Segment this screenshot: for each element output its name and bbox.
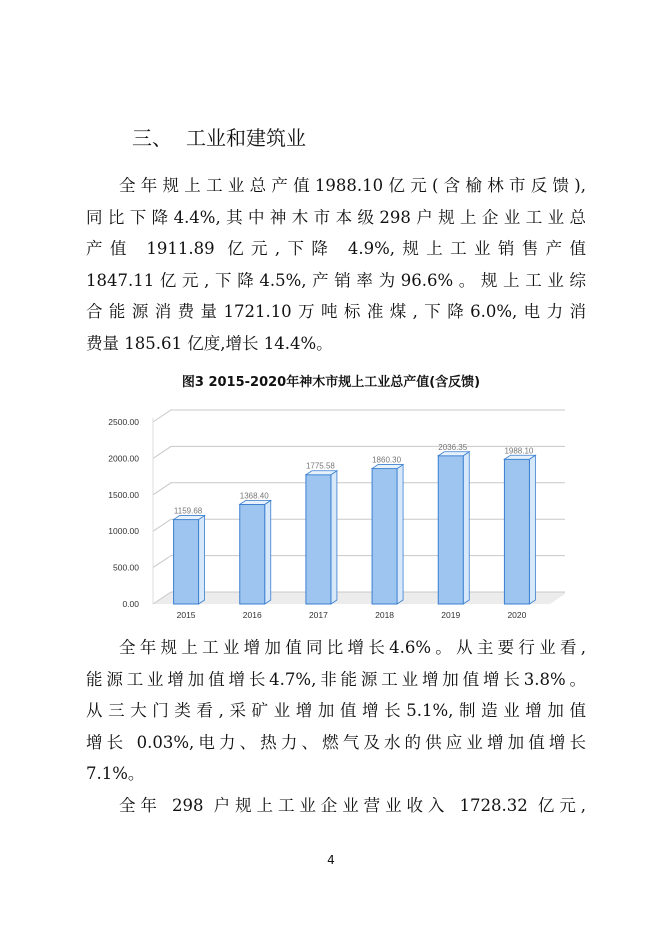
y-tick-label: 2500.00 — [108, 417, 139, 427]
chart-gridline — [153, 483, 565, 495]
bar-top — [174, 516, 205, 520]
chart-bar-2015 — [174, 516, 205, 604]
chart-bars — [174, 443, 536, 604]
bar — [372, 469, 397, 604]
chart-x-axis — [177, 610, 527, 620]
paragraph-value-added — [86, 632, 586, 790]
data-label: 1368.40 — [239, 491, 269, 501]
paragraph-industrial-output — [86, 170, 586, 359]
bar — [174, 520, 199, 604]
chart-y-axis — [108, 417, 139, 609]
paragraph-line: 全年规上工业总产值1988.10亿元(含榆林市反馈), — [119, 176, 586, 195]
chart-bar-2018 — [372, 465, 403, 604]
x-tick-label: 2017 — [308, 610, 328, 620]
output-bar-chart — [95, 400, 565, 625]
paragraph-line: 同比下降4.4%,其中神木市本级298户规上企业工业总 — [86, 207, 586, 227]
data-label: 1860.30 — [372, 455, 402, 465]
x-tick-label: 2016 — [242, 610, 262, 620]
x-tick-label: 2015 — [176, 610, 196, 620]
bar — [438, 456, 463, 604]
data-label: 1159.68 — [173, 506, 203, 516]
paragraph-revenue — [86, 790, 586, 822]
bar-side — [463, 452, 469, 604]
bar — [240, 504, 265, 604]
paragraph-line: 1847.11亿元,下降4.5%,产销率为96.6%。规上工业综 — [86, 270, 586, 290]
page-number: 4 — [327, 853, 335, 867]
paragraph-line: 产值 1911.89 亿元,下降 4.9%,规上工业销售产值 — [86, 239, 586, 258]
chart-gridlines — [153, 410, 565, 604]
section-title: 工业和建筑业 — [186, 126, 306, 150]
chart-title: 图3 2015-2020年神木市规上工业总产值(含反馈) — [181, 375, 481, 390]
paragraph-line: 从三大门类看,采矿业增加值增长5.1%,制造业增加值 — [86, 701, 586, 720]
x-tick-label: 2018 — [375, 610, 395, 620]
chart-gridline — [153, 446, 565, 458]
bar-side — [331, 471, 337, 604]
paragraph-line: 增长 0.03%,电力、热力、燃气及水的供应业增加值增长 — [86, 732, 586, 752]
data-label: 1988.10 — [504, 446, 534, 456]
paragraph-line: 全年 298 户规上工业企业营业收入 1728.32 亿元, — [119, 796, 586, 815]
bar — [504, 459, 529, 604]
paragraph-line: 费量 185.61 亿度,增长 14.4%。 — [86, 333, 333, 353]
bar-side — [265, 500, 271, 604]
bar-top — [504, 455, 535, 459]
bar-top — [306, 471, 337, 475]
paragraph-line: 合能源消费量1721.10万吨标准煤,下降6.0%,电力消 — [86, 302, 586, 321]
y-tick-label: 500.00 — [113, 562, 139, 573]
chart-gridline — [153, 556, 565, 568]
chart-bar-2019 — [438, 452, 469, 604]
bar — [306, 475, 331, 604]
bar-top — [372, 465, 403, 469]
data-label: 1775.58 — [305, 461, 335, 471]
bar-side — [529, 455, 535, 604]
paragraph-line: 全年规上工业增加值同比增长4.6%。从主要行业看, — [119, 638, 586, 657]
bar-side — [397, 465, 403, 604]
section-heading — [132, 122, 306, 151]
chart-floor — [153, 592, 565, 604]
chart-bar-2017 — [306, 471, 337, 604]
bar-top — [240, 500, 271, 504]
y-tick-label: 1500.00 — [108, 489, 139, 500]
section-number: 三、 — [132, 126, 172, 150]
x-tick-label: 2019 — [441, 610, 461, 620]
bar-side — [199, 516, 205, 604]
chart-gridline — [153, 410, 565, 422]
y-tick-label: 1000.00 — [108, 526, 139, 537]
bar-top — [438, 452, 469, 456]
y-tick-label: 0.00 — [122, 599, 139, 609]
data-label: 2036.35 — [438, 442, 468, 452]
paragraph-line: 7.1%。 — [86, 764, 145, 783]
paragraph-line: 能源工业增加值增长4.7%,非能源工业增加值增长3.8%。 — [86, 669, 586, 689]
y-tick-label: 2000.00 — [108, 453, 139, 464]
chart-gridline — [153, 519, 565, 531]
chart-bar-2020 — [504, 455, 535, 604]
x-tick-label: 2020 — [507, 610, 527, 620]
chart-bar-2016 — [240, 500, 271, 604]
